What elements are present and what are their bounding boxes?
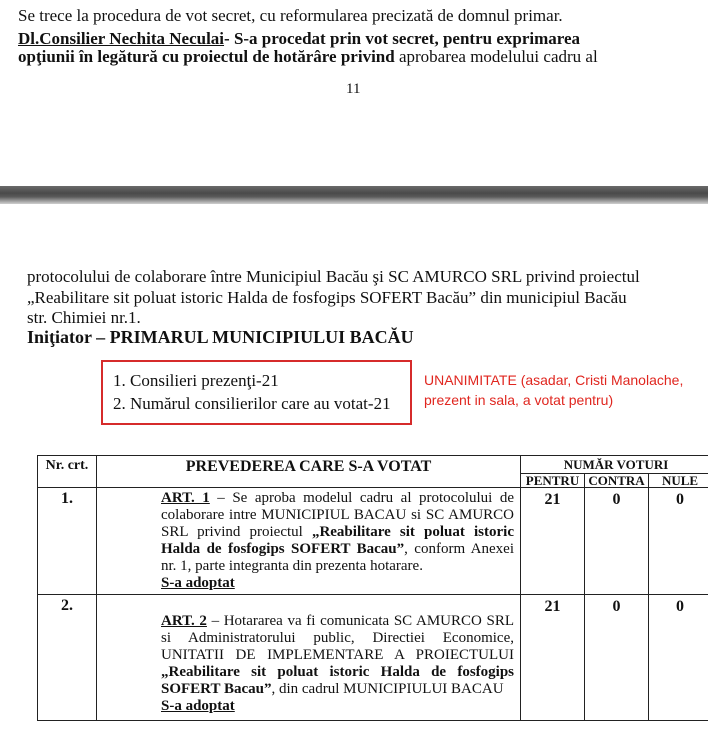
provision-plain: – Se aproba modelul cadru al protocolului de colaborare intre MUNICIPIUL BACAU si SC AMURCO SRL privind proiectul (161, 490, 514, 540)
table-row (38, 488, 708, 595)
councilors-voted: 2. Numărul consilierilor care au votat-21 (113, 394, 391, 413)
provision-text (97, 595, 521, 721)
statement-continuation (18, 47, 598, 67)
adopted-label: S-a adoptat (161, 575, 235, 591)
speaker-name: Dl.Consilier Nechita Neculai (18, 29, 225, 48)
body-text-line-2: „Reabilitare sit poluat istoric Halda de fosfogips SOFERT Bacău” din municipiul Bacău (27, 288, 627, 307)
provision-body (161, 613, 514, 698)
article-label: ART. 1 (161, 490, 210, 506)
project-title: „Reabilitare sit poluat istoric Halda de fosfogips SOFERT Bacau” (161, 664, 514, 697)
provision-tail: , din cadrul MUNICIPIULUI BACAU (271, 681, 504, 697)
statement-text: - S-a procedat prin vot secret, pentru exprimarea (224, 29, 581, 48)
votes-pentru: 21 (521, 488, 585, 595)
votes-nule: 0 (649, 488, 708, 595)
initiator-heading: Iniţiator – PRIMARUL MUNICIPIULUI BACĂU (27, 327, 414, 347)
statement-plain-text: aprobarea modelului cadru al (398, 47, 598, 66)
header-numar-voturi: NUMĂR VOTURI (521, 456, 708, 474)
procedure-sentence: Se trece la procedura de vot secret, cu reformularea precizată de domnul primar. (18, 6, 563, 25)
page-divider (0, 186, 708, 204)
annotation-line-2: prezent in sala, a votat pentru) (424, 392, 614, 408)
article-label: ART. 2 (161, 613, 207, 629)
row-number: 1. (38, 488, 97, 595)
previous-page-fragment (0, 0, 708, 186)
adopted-label: S-a adoptat (161, 698, 235, 714)
table-header-row (38, 456, 708, 474)
project-title: „Reabilitare sit poluat istoric Halda de fosfogips SOFERT Bacau” (161, 524, 514, 557)
highlight-box (101, 360, 412, 425)
votes-nule: 0 (649, 595, 708, 721)
header-pentru: PENTRU (521, 474, 585, 488)
votes-table (37, 455, 708, 721)
provision-body (161, 490, 514, 575)
body-text-line-3: str. Chimiei nr.1. (27, 308, 141, 327)
page-number: 11 (346, 81, 361, 97)
header-nr: Nr. crt. (38, 456, 97, 488)
provision-text (97, 488, 521, 595)
councilors-present: 1. Consilieri prezenţi-21 (113, 371, 279, 390)
councilor-statement (18, 29, 580, 49)
header-nule: NULE (649, 474, 708, 488)
statement-bold-text: opţiunii în legătură cu proiectul de hotărâre privind (18, 47, 395, 66)
table-row (38, 595, 708, 721)
header-contra: CONTRA (585, 474, 649, 488)
body-text-line-1: protocolului de colaborare între Municipiul Bacău şi SC AMURCO SRL privind proiectul (27, 267, 640, 286)
row-number: 2. (38, 595, 97, 721)
votes-contra: 0 (585, 488, 649, 595)
votes-contra: 0 (585, 595, 649, 721)
annotation-line-1: UNANIMITATE (asadar, Cristi Manolache, (424, 372, 684, 388)
header-prevedere: PREVEDEREA CARE S-A VOTAT (97, 456, 521, 488)
provision-plain: – Hotararea va fi comunicata SC AMURCO SRL si Administratorului public, Directiei Economice, UNITATII DE IMPLEMENTARE A PROIECTULUI (161, 613, 514, 663)
provision-tail: , conform Anexei nr. 1, parte integranta din prezenta hotarare. (161, 541, 514, 574)
votes-pentru: 21 (521, 595, 585, 721)
